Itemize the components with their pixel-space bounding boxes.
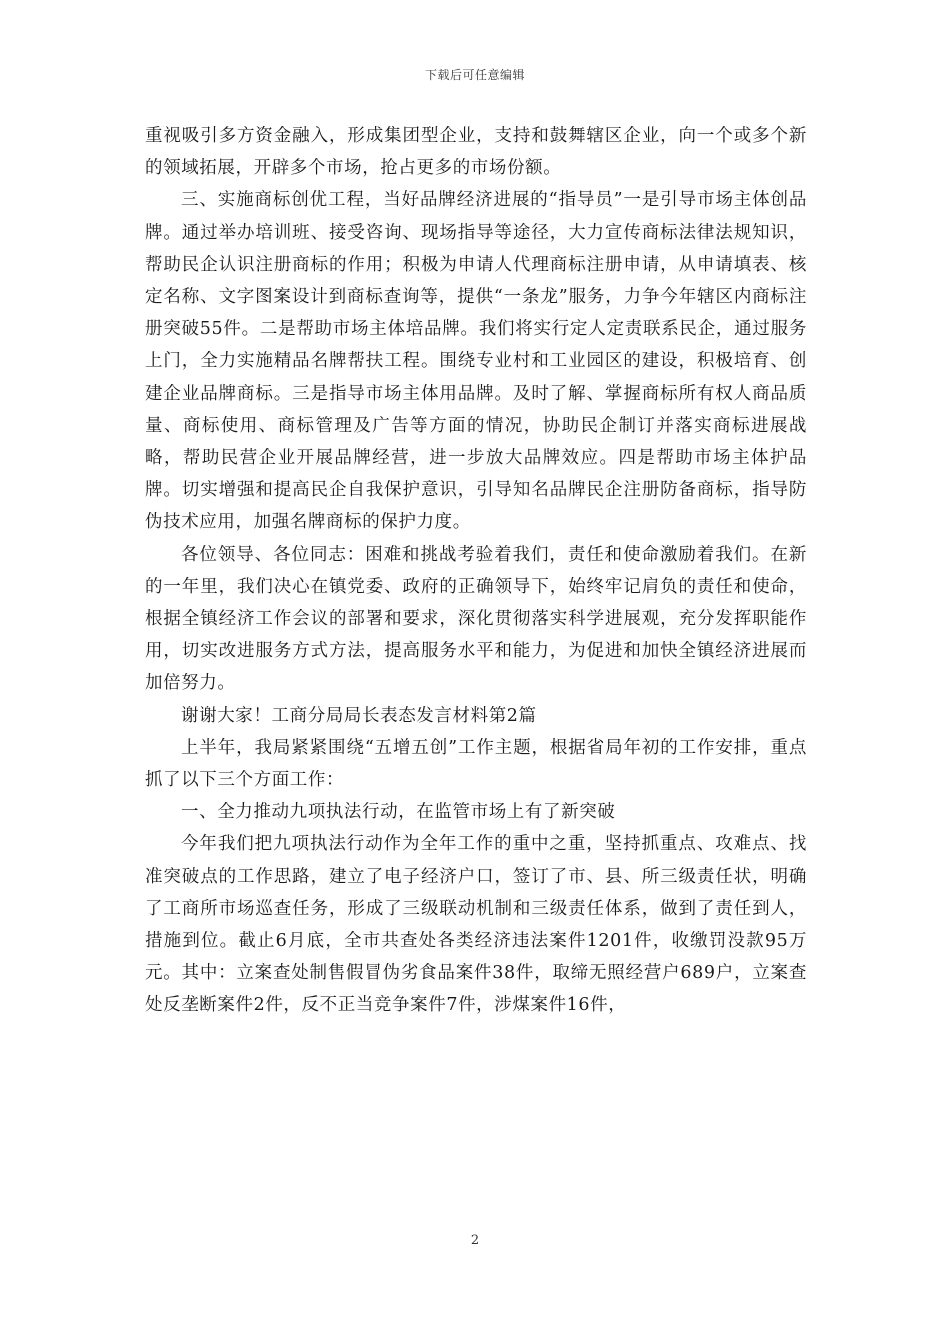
document-body [145,120,807,1022]
paragraph-4: 谢谢大家！工商分局局长表态发言材料第2篇 [181,705,537,726]
paragraph-3: 各位领导、各位同志：困难和挑战考验着我们，责任和使命激励着我们。在新的一年里，我们决心在镇党委、政府的正确领导下，始终牢记肩负的责任和使命，根据全镇经济工作会议的部署和要求，深化贯彻落实科学进展观，充分发挥职能作用，切实改进服务方式方法，提高服务水平和能力，为促进和加快全镇经济进展而加倍努力。 [145,544,807,694]
page-number: 2 [470,1233,480,1248]
paragraph-7: 今年我们把九项执法行动作为全年工作的重中之重，坚持抓重点、攻难点、找准突破点的工作思路，建立了电子经济户口，签订了市、县、所三级责任状，明确了工商所市场巡查任务，形成了三级联动机制和三级责任体系，做到了责任到人，措施到位。截止6月底，全市共查处各类经济违法案件1201件，收缴罚没款95万元。其中：立案查处制售假冒伪劣食品案件38件，取缔无照经营户689户，立案查处反垄断案件2件，反不正当竞争案件7件，涉煤案件16件， [145,834,807,1016]
section-heading: 一、全力推动九项执法行动，在监管市场上有了新突破 [181,802,616,823]
paragraph-5: 上半年，我局紧紧围绕“五增五创”工作主题，根据省局年初的工作安排，重点抓了以下三个方面工作： [145,737,807,791]
header-note: 下载后可任意编辑 [424,68,525,82]
paragraph-1: 重视吸引多方资金融入，形成集团型企业，支持和鼓舞辖区企业，向一个或多个新的领域拓展，开辟多个市场，抢占更多的市场份额。 [145,126,807,179]
paragraph-2: 三、实施商标创优工程，当好品牌经济进展的“指导员”一是引导市场主体创品牌。通过举办培训班、接受咨询、现场指导等途径，大力宣传商标法律法规知识，帮助民企认识注册商标的作用；积极为申请人代理商标注册申请，从申请填表、核定名称、文字图案设计到商标查询等，提供“一条龙”服务，力争今年辖区内商标注册突破55件。二是帮助市场主体培品牌。我们将实行定人定责联系民企，通过服务上门，全力实施精品名牌帮扶工程。围绕专业村和工业园区的建设，积极培育、创建企业品牌商标。三是指导市场主体用品牌。及时了解、掌握商标所有权人商品质量、商标使用、商标管理及广告等方面的情况，协助民企制订并落实商标进展战略，帮助民营企业开展品牌经营，进一步放大品牌效应。四是帮助市场主体护品牌。切实增强和提高民企自我保护意识，引导知名品牌民企注册防备商标，指导防伪技术应用，加强名牌商标的保护力度。 [145,190,807,533]
